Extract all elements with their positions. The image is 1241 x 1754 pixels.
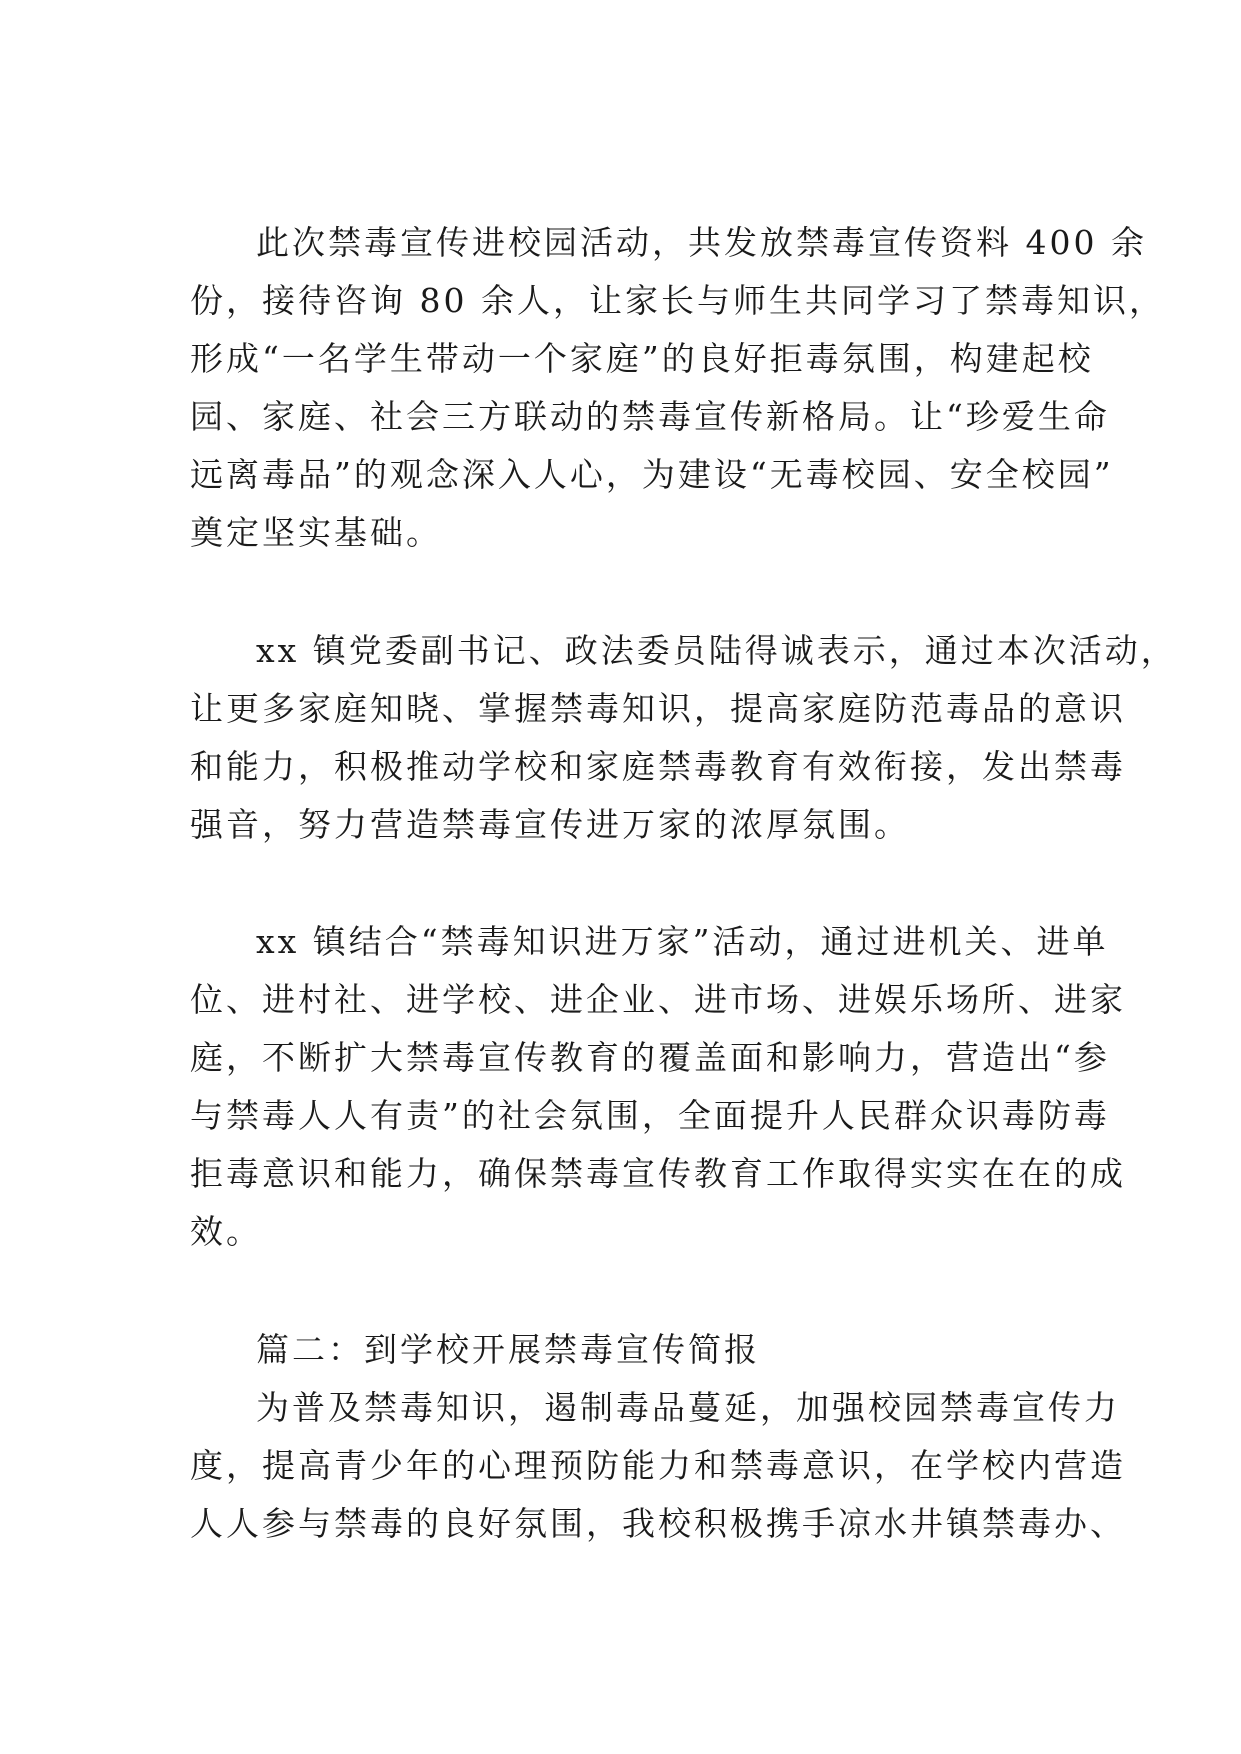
text-line: 为普及禁毒知识，遏制毒品蔓延，加强校园禁毒宣传力 [256, 1388, 1120, 1427]
text-line: 与禁毒人人有责”的社会氛围，全面提升人民群众识毒防毒 [190, 1096, 1110, 1135]
text-line: 和能力，积极推动学校和家庭禁毒教育有效衔接，发出禁毒 [190, 747, 1126, 786]
text-line: 强音，努力营造禁毒宣传进万家的浓厚氛围。 [190, 805, 910, 844]
text-line: 远离毒品”的观念深入人心，为建设“无毒校园、安全校园” [190, 455, 1114, 494]
text-line: 奠定坚实基础。 [190, 513, 442, 552]
text-line: 份，接待咨询 80 余人，让家长与师生共同学习了禁毒知识， [190, 281, 1165, 320]
text-line: 庭，不断扩大禁毒宣传教育的覆盖面和影响力，营造出“参 [190, 1038, 1110, 1077]
text-line: 位、进村社、进学校、进企业、进市场、进娱乐场所、进家 [190, 980, 1126, 1019]
text-line: 此次禁毒宣传进校园活动，共发放禁毒宣传资料 400 余 [256, 223, 1147, 262]
text-line: 形成“一名学生带动一个家庭”的良好拒毒氛围，构建起校 [190, 339, 1094, 378]
text-line: xx 镇结合“禁毒知识进万家”活动，通过进机关、进单 [256, 922, 1109, 961]
text-line: 园、家庭、社会三方联动的禁毒宣传新格局。让“珍爱生命 [190, 397, 1110, 436]
text-line: 效。 [190, 1212, 262, 1251]
text-line: 人人参与禁毒的良好氛围，我校积极携手凉水井镇禁毒办、 [190, 1504, 1126, 1543]
text-line: xx 镇党委副书记、政法委员陆得诚表示，通过本次活动， [256, 631, 1177, 670]
text-line: 度，提高青少年的心理预防能力和禁毒意识，在学校内营造 [190, 1446, 1126, 1485]
text-line: 让更多家庭知晓、掌握禁毒知识，提高家庭防范毒品的意识 [190, 689, 1126, 728]
text-line: 拒毒意识和能力，确保禁毒宣传教育工作取得实实在在的成 [190, 1154, 1126, 1193]
text-line: 篇二：到学校开展禁毒宣传简报 [256, 1330, 760, 1369]
